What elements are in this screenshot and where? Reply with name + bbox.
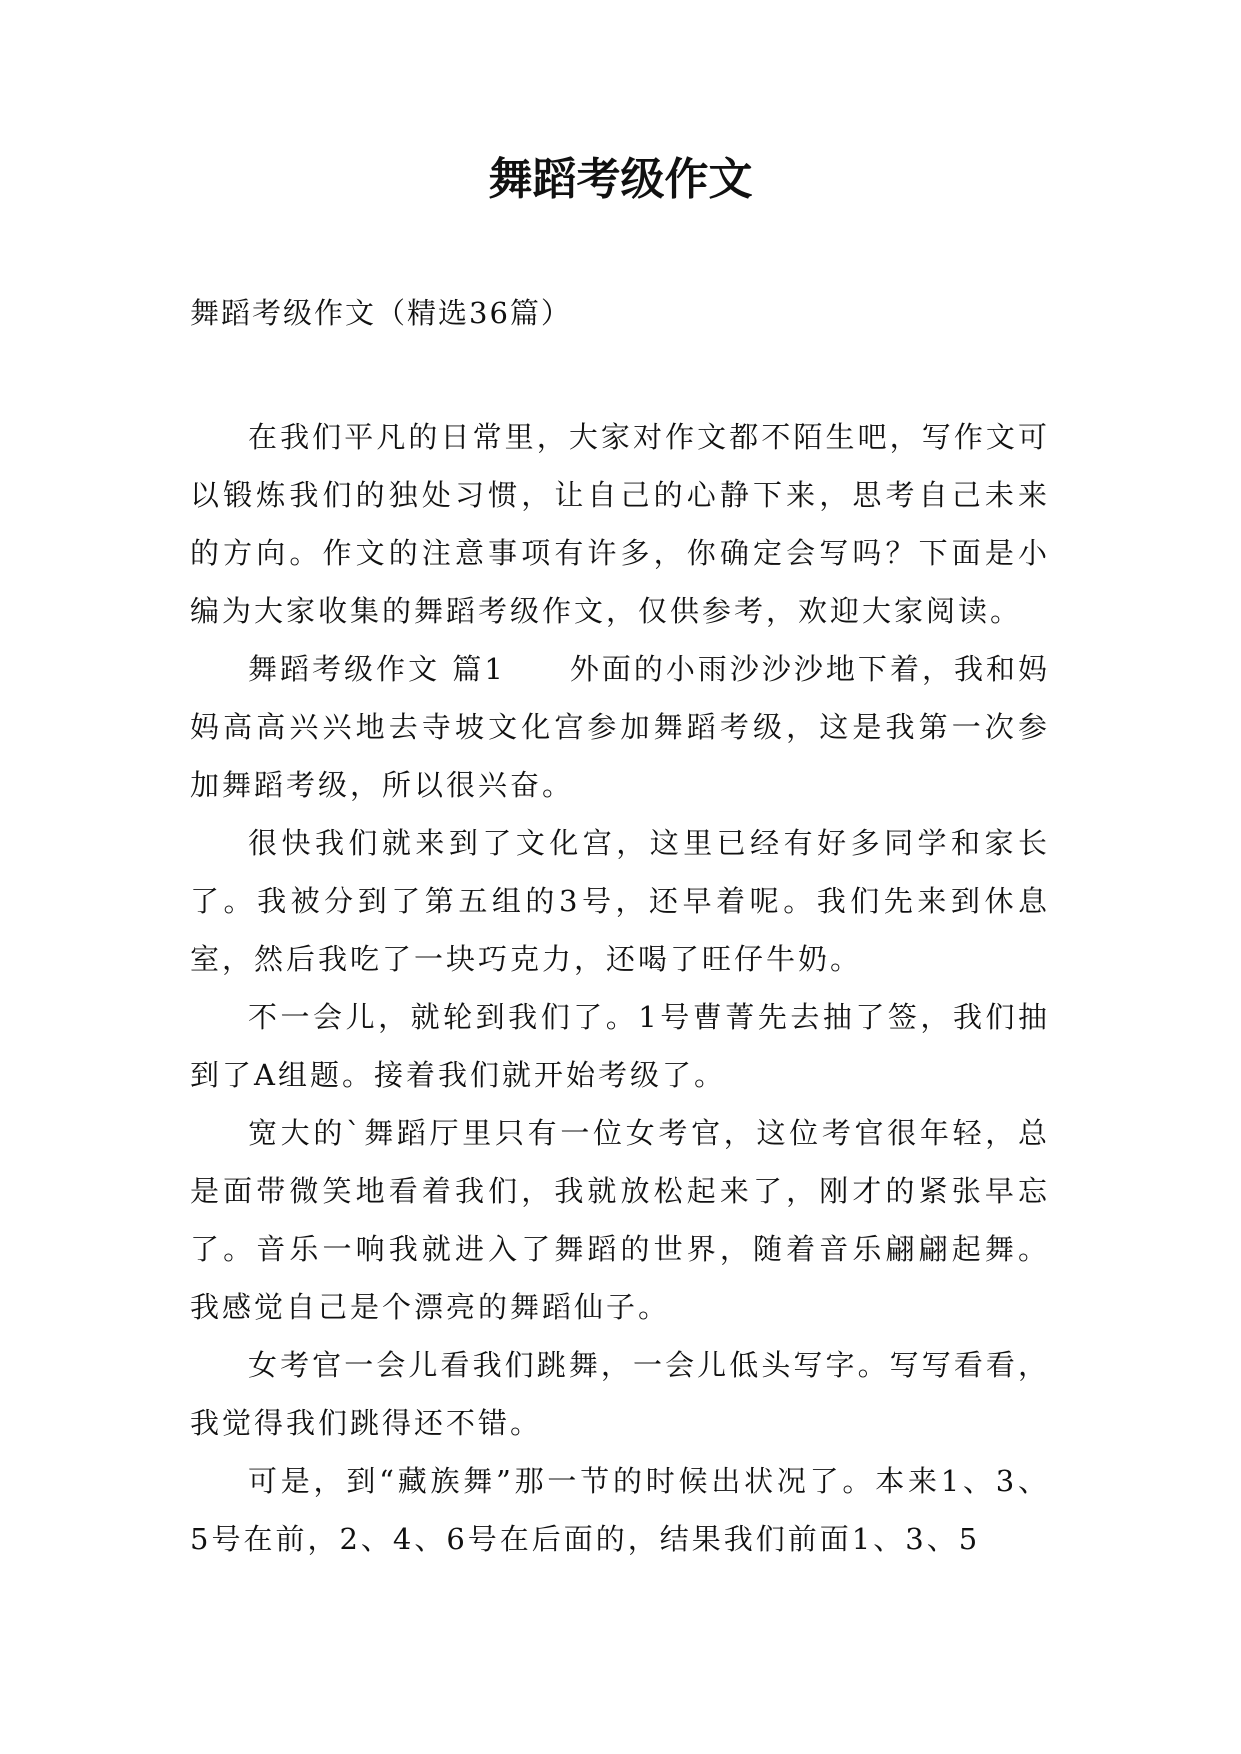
- paragraph-6: 可是，到“藏族舞”那一节的时候出状况了。本来1、3、5号在前，2、4、6号在后面的，结果我们前面1、3、5: [190, 1464, 1050, 1556]
- document-title: 舞蹈考级作文: [488, 154, 753, 205]
- paragraph-4: 宽大的`舞蹈厅里只有一位女考官，这位考官很年轻，总是面带微笑地看着我们，我就放松起来了，刚才的紧张早忘了。音乐一响我就进入了舞蹈的世界，随着音乐翩翩起舞。我感觉自己是个漂亮的舞蹈仙子。: [190, 1116, 1050, 1324]
- paragraph-intro: 在我们平凡的日常里，大家对作文都不陌生吧，写作文可以锻炼我们的独处习惯，让自己的心静下来，思考自己未来的方向。作文的注意事项有许多，你确定会写吗？下面是小编为大家收集的舞蹈考级作文，仅供参考，欢迎大家阅读。: [190, 420, 1050, 628]
- document-subtitle: 舞蹈考级作文（精选36篇）: [190, 296, 572, 330]
- paragraph-5: 女考官一会儿看我们跳舞，一会儿低头写字。写写看看，我觉得我们跳得还不错。: [190, 1348, 1050, 1440]
- paragraph-2: 很快我们就来到了文化宫，这里已经有好多同学和家长了。我被分到了第五组的3号，还早着呢。我们先来到休息室，然后我吃了一块巧克力，还喝了旺仔牛奶。: [190, 826, 1050, 976]
- document-body: [190, 408, 1050, 1568]
- paragraph-3: 不一会儿，就轮到我们了。1号曹菁先去抽了签，我们抽到了A组题。接着我们就开始考级了。: [190, 1000, 1050, 1092]
- paragraph-1: 舞蹈考级作文 篇1 外面的小雨沙沙沙地下着，我和妈妈高高兴兴地去寺坡文化宫参加舞蹈考级，这是我第一次参加舞蹈考级，所以很兴奋。: [190, 652, 1050, 802]
